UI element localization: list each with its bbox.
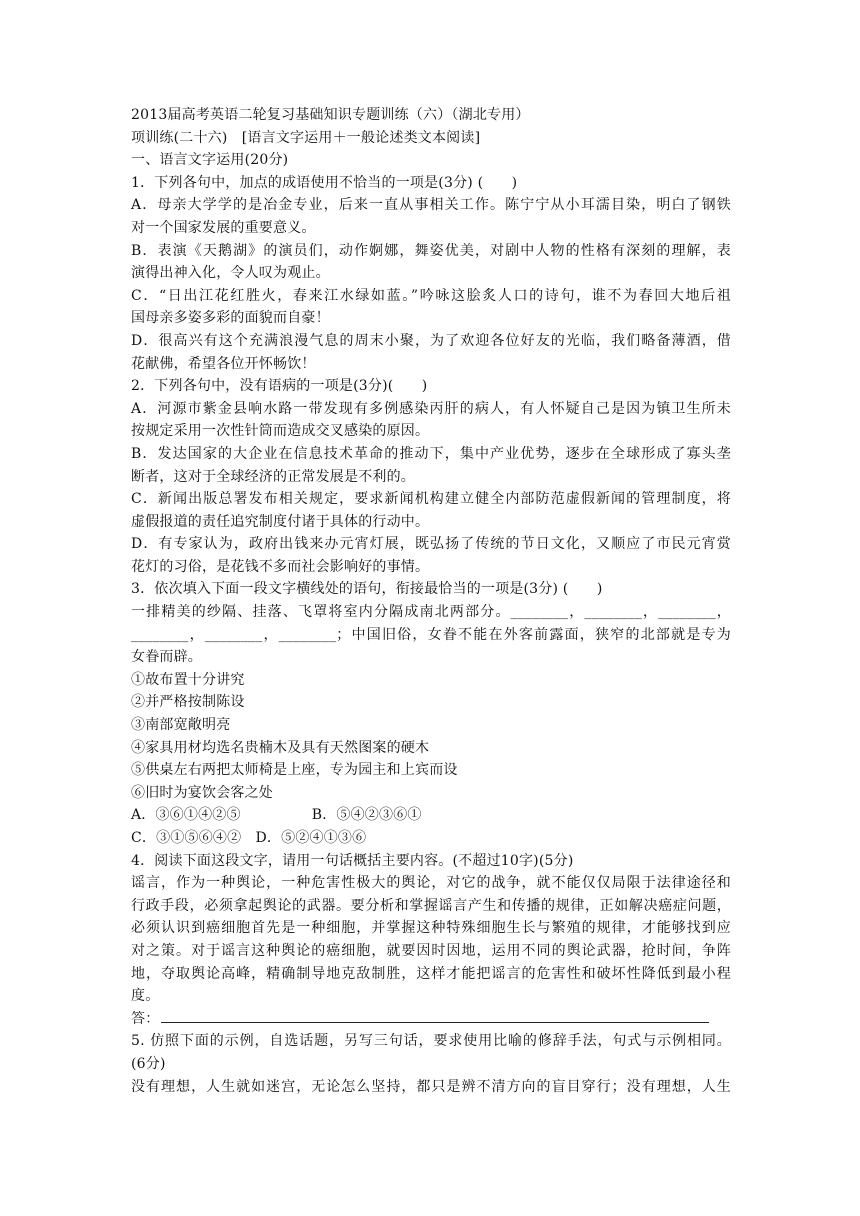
answer-blank-line[interactable]	[161, 1008, 709, 1023]
q4-passage-2: 行政手段，必须拿起舆论的武器。要分析和掌握谣言产生和传播的规律，正如解决癌症问题，	[131, 897, 731, 914]
q3-item-6: ⑥旧时为宴饮会客之处	[131, 784, 273, 801]
q2-option-a: A．河源市紫金县响水路一带发现有多例感染丙肝的病人，有人怀疑自己是因为镇卫生所未	[131, 400, 731, 417]
q1-option-d-cont: 花献佛，希望各位开怀畅饮！	[131, 355, 316, 372]
q3-passage-end: 女眷而辟。	[131, 649, 202, 666]
q4-passage-1: 谣言，作为一种舆论，一种危害性极大的舆论，对它的战争，就不能仅仅局限于法律途径和	[131, 875, 731, 892]
q1-option-a-cont: 对一个国家发展的重要意义。	[131, 219, 316, 236]
q3-item-1: ①故布置十分讲究	[131, 671, 245, 688]
q3-item-2: ②并严格按制陈设	[131, 694, 245, 711]
doc-subtitle: 项训练(二十六) [语言文字运用＋一般论述类文本阅读]	[131, 129, 481, 146]
answer-label: 答：	[131, 1010, 160, 1027]
q3-item-3: ③南部宽敞明亮	[131, 717, 231, 734]
question-1: 1．下列各句中，加点的成语使用不恰当的一项是(3分) ( )	[131, 174, 518, 191]
q2-option-b: B．发达国家的大企业在信息技术革命的推动下，集中产业优势，逐步在全球形成了寡头垄	[131, 445, 731, 462]
q3-item-5: ⑤供桌左右两把太师椅是上座，专为园主和上宾而设	[131, 762, 458, 779]
question-2: 2．下列各句中，没有语病的一项是(3分)( )	[131, 378, 428, 395]
question-5: 5. 仿照下面的示例，自选话题，另写三句话，要求使用比喻的修辞手法，句式与示例相同。	[131, 1033, 731, 1050]
q3-passage: 一排精美的纱隔、挂落、飞罩将室内分隔成南北两部分。________，________，________，	[131, 604, 731, 621]
q1-option-c: C．“日出江花红胜火，春来江水绿如蓝。”吟咏这脍炙人口的诗句，谁不为春回大地后祖	[131, 287, 731, 304]
question-4: 4．阅读下面这段文字，请用一句话概括主要内容。(不超过10字)(5分)	[131, 852, 574, 869]
q1-option-d: D．很高兴有这个充满浪漫气息的周末小聚，为了欢迎各位好友的光临，我们略备薄酒，借	[131, 332, 731, 349]
doc-title: 2013届高考英语二轮复习基础知识专题训练（六）（湖北专用）	[131, 107, 530, 123]
q4-answer-row	[131, 1008, 731, 1031]
q4-passage-5: 地，夺取舆论高峰，精确制导地克敌制胜，这样才能把谣言的危害性和破坏性降低到最小程	[131, 965, 731, 982]
q1-option-c-cont: 国母亲多姿多彩的面貌而自豪！	[131, 310, 330, 327]
question-3: 3．依次填入下面一段文字横线处的语句，衔接最恰当的一项是(3分) ( )	[131, 581, 603, 598]
q2-option-c-cont: 虚假报道的责任追究制度付诸于具体的行动中。	[131, 513, 430, 530]
q2-option-d: D．有专家认为，政府出钱来办元宵灯展，既弘扬了传统的节日文化，又顺应了市民元宵赏	[131, 536, 731, 553]
q1-option-b-cont: 演得出神入化，令人叹为观止。	[131, 265, 330, 282]
q2-option-a-cont: 按规定采用一次性针筒而造成交叉感染的原因。	[131, 423, 430, 440]
q5-example: 没有理想，人生就如迷宫，无论怎么坚持，都只是辨不清方向的盲目穿行；没有理想，人生	[131, 1078, 731, 1095]
q2-option-c: C．新闻出版总署发布相关规定，要求新闻机构建立健全内部防范虚假新闻的管理制度，将	[131, 491, 731, 508]
section-heading: 一、语言文字运用(20分)	[131, 152, 289, 169]
q2-option-b-cont: 断者，这对于全球经济的正常发展是不利的。	[131, 468, 415, 485]
q1-option-b: B．表演《天鹅湖》的演员们，动作婀娜，舞姿优美，对剧中人物的性格有深刻的理解，表	[131, 242, 731, 259]
q5-points: (6分)	[131, 1055, 166, 1072]
q2-option-d-cont: 花灯的习俗，是花钱不多而社会影响好的事情。	[131, 558, 430, 575]
q1-option-a: A．母亲大学学的是冶金专业，后来一直从事相关工作。陈宁宁从小耳濡目染，明白了钢铁	[131, 197, 731, 214]
q4-passage-3: 必须认识到癌细胞首先是一种细胞，并掌握这种特殊细胞生长与繁殖的规律，才能够找到应	[131, 920, 731, 937]
q3-options-cd: C．③①⑤⑥④② D．⑤②④①③⑥	[131, 830, 367, 846]
q4-passage-6: 度。	[131, 988, 160, 1005]
q3-options-ab: A．③⑥①④②⑤ B．⑤④②③⑥①	[131, 807, 422, 824]
q3-passage-cont: ________，________，________；中国旧俗，女眷不能在外客前露面，狭窄的北部就是专为	[131, 626, 731, 643]
q4-passage-4: 对之策。对于谣言这种舆论的癌细胞，就要因时因地，运用不同的舆论武器，抢时间，争阵	[131, 942, 731, 959]
q3-item-4: ④家具用材均选名贵楠木及具有天然图案的硬木	[131, 739, 430, 756]
document-page	[131, 104, 731, 1098]
